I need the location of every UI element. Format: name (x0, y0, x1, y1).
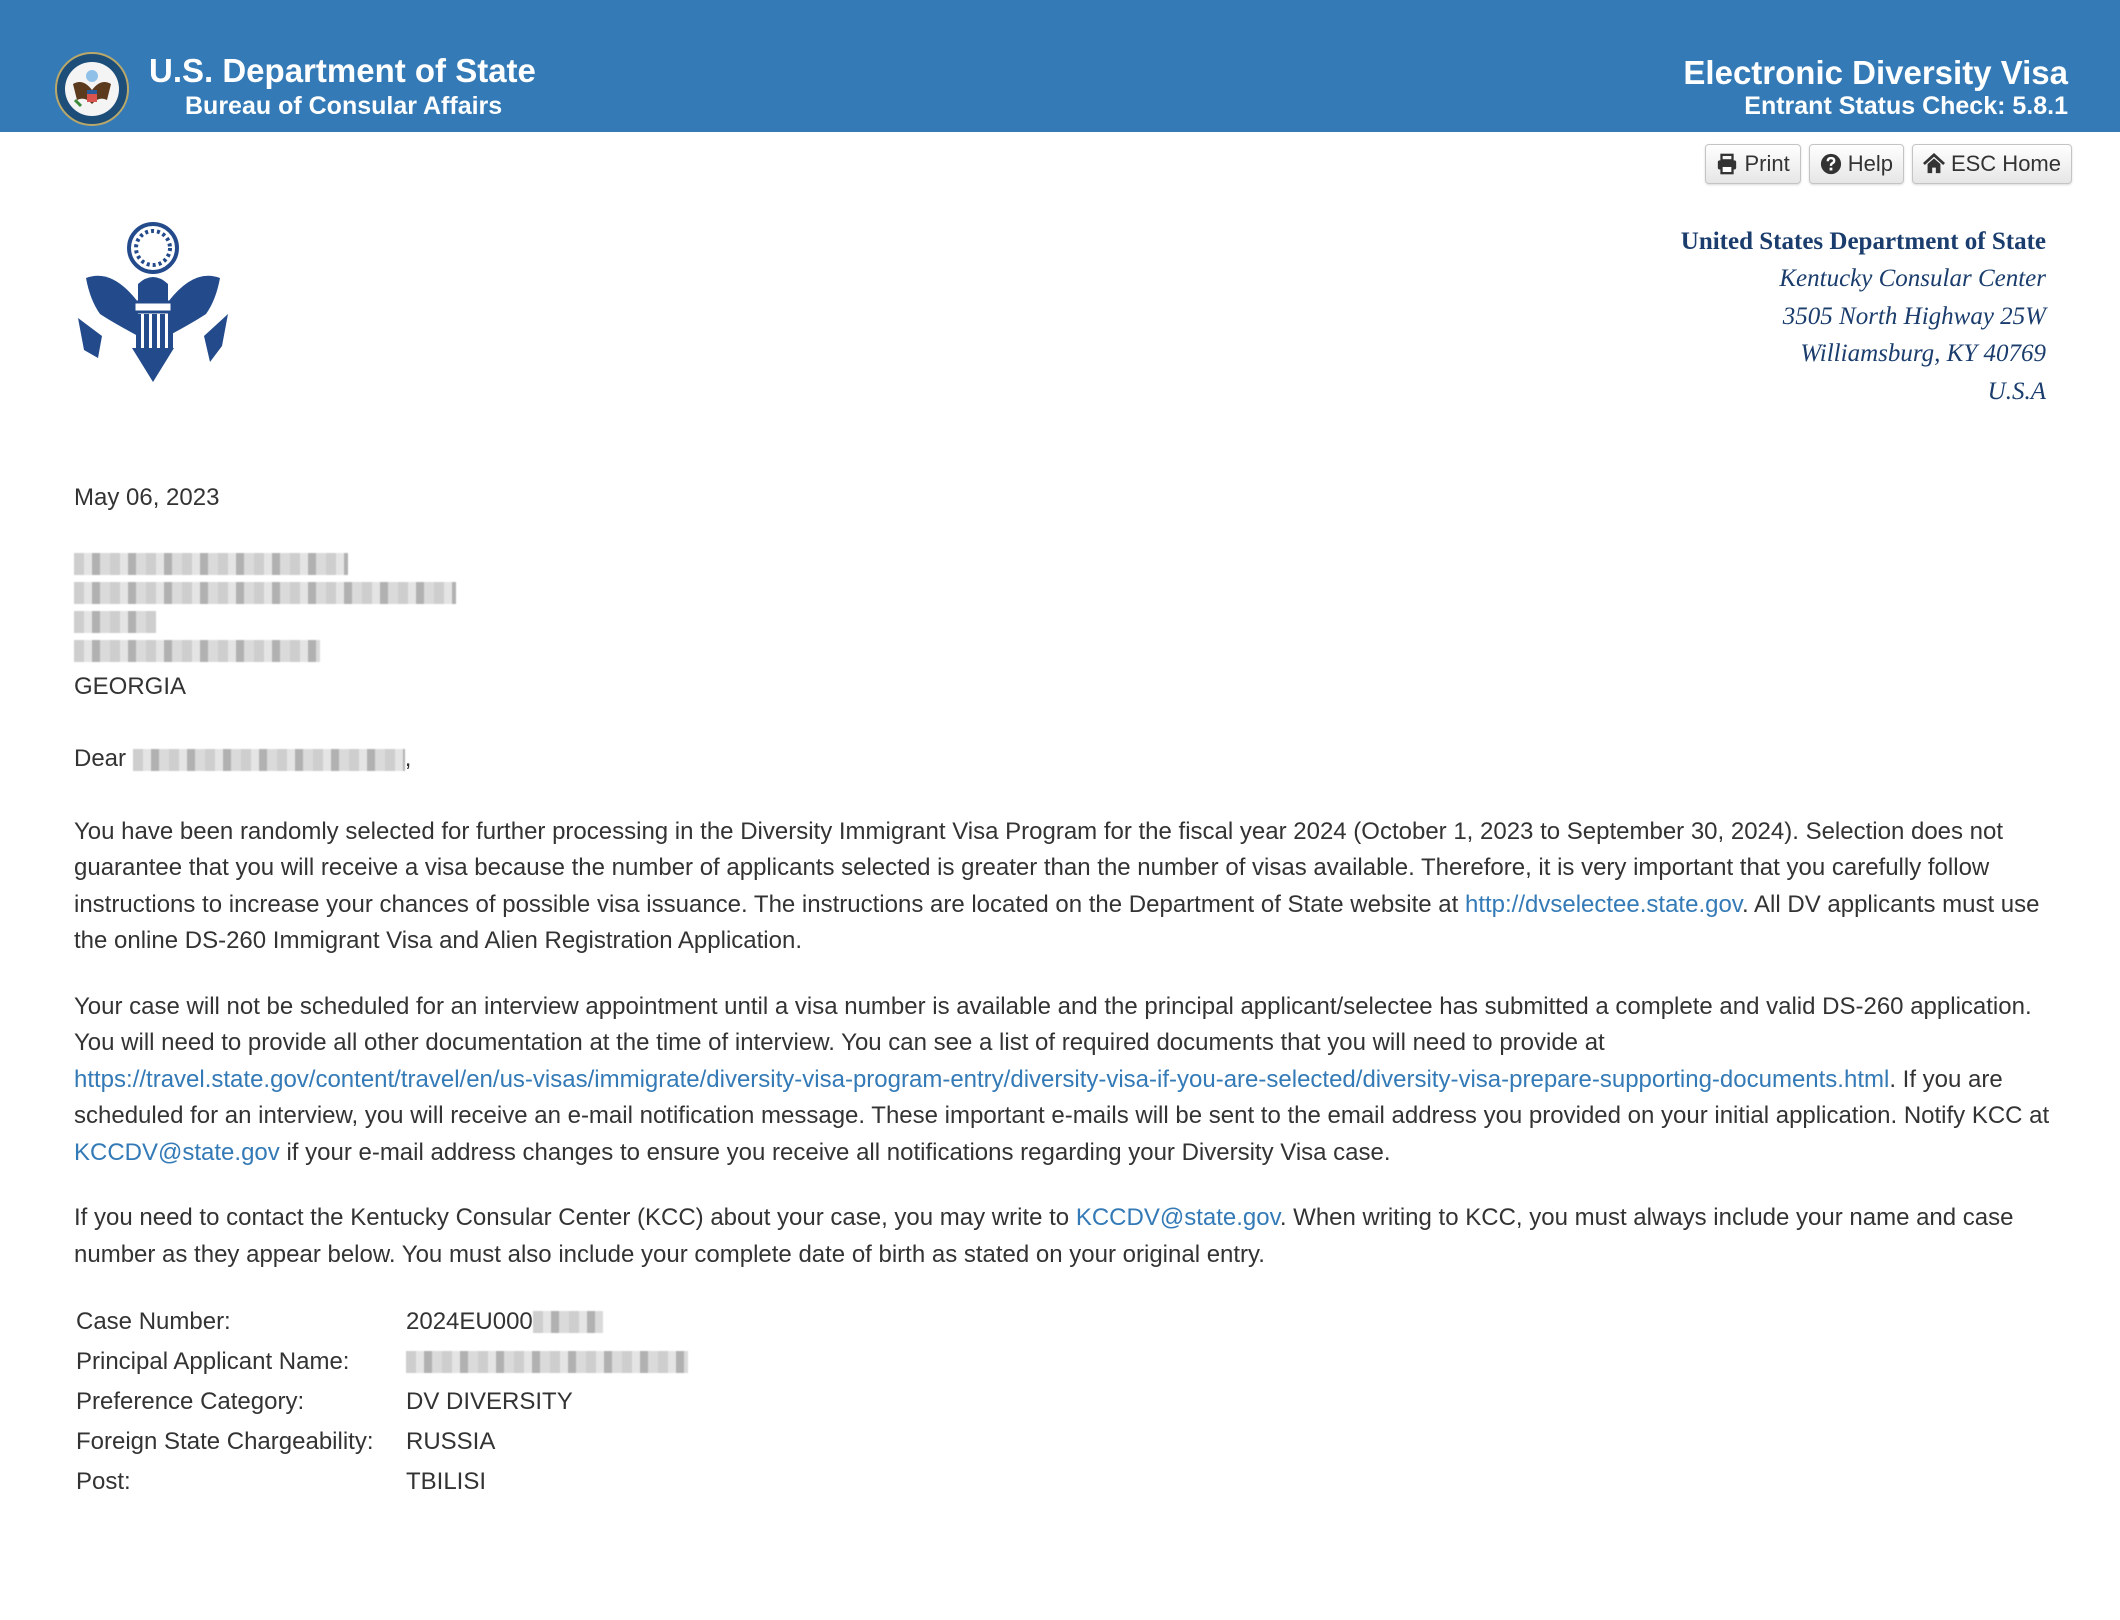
redacted-applicant-name (406, 1351, 688, 1373)
redacted-address-line (74, 640, 320, 662)
chargeability-value: RUSSIA (406, 1427, 496, 1455)
letter-body (74, 480, 2054, 1502)
help-button[interactable] (1809, 144, 1904, 184)
redacted-address-line (74, 553, 348, 575)
preference-category-value: DV DIVERSITY (406, 1387, 573, 1415)
case-number-label: Case Number: (76, 1307, 231, 1335)
dvselectee-link[interactable]: http://dvselectee.state.gov (1464, 890, 1743, 918)
letter-date: May 06, 2023 (74, 484, 220, 511)
department-seal-icon (55, 52, 129, 126)
applicant-name-cell (404, 1342, 690, 1382)
sender-address-line: Williamsburg, KY 40769 (1800, 340, 2046, 367)
app-title: Electronic Diversity Visa (1683, 54, 2068, 91)
table-row (74, 1462, 690, 1502)
recipient-country: GEORGIA (74, 672, 187, 700)
redacted-address-line (74, 582, 456, 604)
case-number-value: 2024EU000 (406, 1307, 533, 1335)
salutation (74, 741, 2054, 778)
bureau-subtitle: Bureau of Consular Affairs (185, 92, 503, 120)
sender-address (1681, 224, 2046, 410)
sender-address-line: Kentucky Consular Center (1779, 265, 2046, 292)
redacted-case-suffix (533, 1311, 603, 1333)
applicant-name-label: Principal Applicant Name: (76, 1347, 350, 1375)
paragraph-selection (74, 814, 2054, 960)
chargeability-label: Foreign State Chargeability: (76, 1427, 374, 1455)
redacted-address-line (74, 611, 156, 633)
supporting-documents-link[interactable]: https://travel.state.gov/content/travel/en/us-visas/immigrate/diversity-visa-program-entry/diversity-visa-if-you-are-selected/diversity-visa-prepare-supporting-documents.html (74, 1065, 1890, 1093)
table-row (74, 1422, 690, 1462)
kcc-email-link[interactable]: KCCDV@state.gov (1075, 1204, 1280, 1231)
sender-address-line: U.S.A (1987, 377, 2046, 405)
redacted-name (133, 749, 405, 771)
paragraph-contact (74, 1200, 2054, 1273)
app-version: Entrant Status Check: 5.8.1 (1744, 92, 2068, 120)
home-icon (1923, 153, 1945, 175)
salutation-comma: , (404, 745, 412, 772)
paragraph-text: if your e-mail address changes to ensure you receive all notifications regarding your Diversity Visa case. (279, 1138, 1391, 1166)
toolbar (1705, 144, 2072, 184)
paragraph-interview (74, 989, 2054, 1172)
kcc-email-link[interactable]: KCCDV@state.gov (74, 1138, 280, 1166)
print-button[interactable] (1705, 144, 1800, 184)
esc-home-button[interactable] (1912, 144, 2072, 184)
print-label: Print (1744, 151, 1790, 176)
sender-address-line: 3505 North Highway 25W (1782, 302, 2046, 330)
case-details-table (74, 1302, 690, 1502)
table-row (74, 1302, 690, 1342)
post-value: TBILISI (406, 1467, 487, 1495)
table-row (74, 1382, 690, 1422)
preference-category-label: Preference Category: (76, 1387, 305, 1415)
sender-org: United States Department of State (1680, 228, 2046, 255)
home-label: ESC Home (1950, 151, 2061, 176)
paragraph-text: . When writing to KCC, you must always include your name and case number as they appear below. You must also include your complete date of birth as stated on your original entry. (74, 1204, 2014, 1268)
header-bar (0, 0, 2120, 132)
department-title: U.S. Department of State (149, 52, 536, 89)
post-label: Post: (76, 1467, 131, 1495)
great-seal-eagle-icon (72, 218, 234, 388)
case-number-cell (404, 1302, 690, 1342)
recipient-address (74, 553, 2054, 662)
paragraph-text: Your case will not be scheduled for an interview appointment until a visa number is available and the principal applicant/selectee has submitted a complete and valid DS-260 application. You will need to provide all other documentation at the time of interview. You can see a list of required documents that you will need to provide at (74, 992, 2032, 1056)
table-row (74, 1342, 690, 1382)
paragraph-text: If you need to contact the Kentucky Consular Center (KCC) about your case, you may write to (74, 1204, 1076, 1231)
paragraph-text: . All DV applicants must use the online DS-260 Immigrant Visa and Alien Registration Application. (74, 890, 2040, 954)
question-circle-icon (1820, 153, 1842, 175)
paragraph-text: You have been randomly selected for further processing in the Diversity Immigrant Visa Program for the fiscal year 2024 (October 1, 2023 to September 30, 2024). Selection does not guarantee that you will receive a visa because the number of applicants selected is greater than the number of visas available. Therefore, it is very important that you carefully follow instructions to increase your chances of possible visa issuance. The instructions are located on the Department of State website at (74, 817, 2004, 918)
help-label: Help (1847, 151, 1893, 176)
salutation-word: Dear (74, 745, 127, 772)
paragraph-text: . If you are scheduled for an interview, you will receive an e-mail notification message. These important e-mails will be sent to the email address you provided on your initial application. Notify KCC at (74, 1065, 2050, 1129)
print-icon (1716, 153, 1738, 175)
